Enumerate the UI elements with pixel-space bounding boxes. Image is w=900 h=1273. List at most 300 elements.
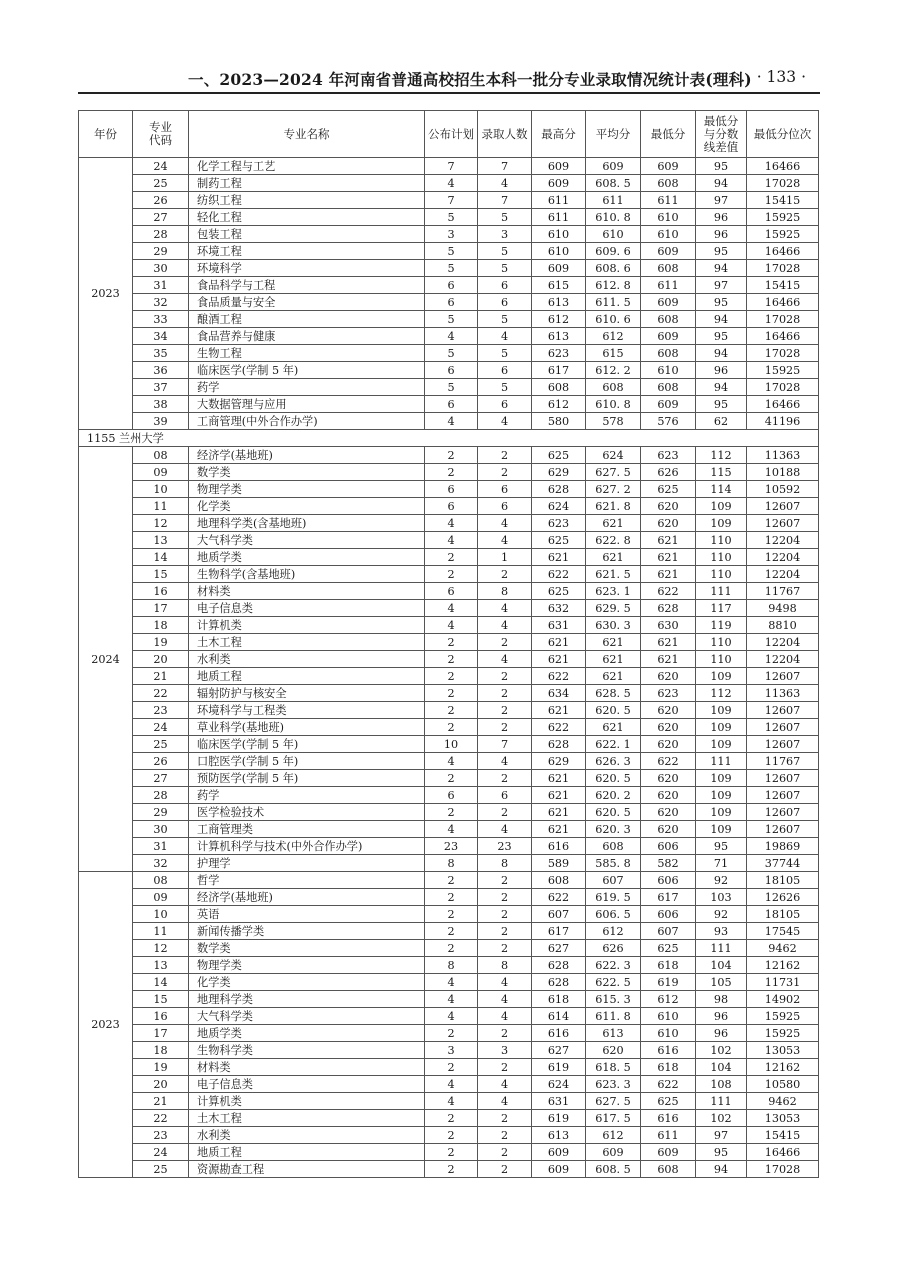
- avg-score-cell: 615: [586, 345, 641, 362]
- table-row: [79, 396, 819, 413]
- min-score-cell: 610: [641, 362, 696, 379]
- table-row: [79, 532, 819, 549]
- max-score-cell: 610: [532, 226, 586, 243]
- admitted-count-cell: 6: [478, 498, 532, 515]
- table-row: [79, 957, 819, 974]
- major-code-cell: 36: [133, 362, 189, 379]
- max-score-cell: 617: [532, 923, 586, 940]
- score-diff-cell: 94: [696, 379, 747, 396]
- admitted-count-cell: 2: [478, 1059, 532, 1076]
- max-score-cell: 624: [532, 1076, 586, 1093]
- major-name-cell: 地理科学类: [189, 991, 425, 1008]
- table-row: [79, 345, 819, 362]
- major-name-cell: 材料类: [189, 1059, 425, 1076]
- admitted-count-cell: 2: [478, 464, 532, 481]
- planned-count-cell: 6: [425, 294, 478, 311]
- major-name-cell: 土木工程: [189, 634, 425, 651]
- major-name-cell: 环境科学: [189, 260, 425, 277]
- major-name-cell: 酿酒工程: [189, 311, 425, 328]
- major-name-cell: 制药工程: [189, 175, 425, 192]
- major-name-cell: 临床医学(学制 5 年): [189, 362, 425, 379]
- table-row: [79, 277, 819, 294]
- major-name-cell: 口腔医学(学制 5 年): [189, 753, 425, 770]
- major-code-cell: 11: [133, 923, 189, 940]
- table-row: [79, 974, 819, 991]
- avg-score-cell: 615. 3: [586, 991, 641, 1008]
- max-score-cell: 621: [532, 634, 586, 651]
- planned-count-cell: 2: [425, 464, 478, 481]
- admitted-count-cell: 2: [478, 1144, 532, 1161]
- planned-count-cell: 23: [425, 838, 478, 855]
- admitted-count-cell: 2: [478, 1127, 532, 1144]
- column-header: 专业代码: [133, 111, 189, 158]
- min-score-cell: 620: [641, 770, 696, 787]
- score-diff-cell: 102: [696, 1042, 747, 1059]
- min-rank-cell: 12607: [747, 787, 819, 804]
- planned-count-cell: 2: [425, 634, 478, 651]
- table-row: [79, 1008, 819, 1025]
- major-code-cell: 25: [133, 1161, 189, 1178]
- major-name-cell: 物理学类: [189, 481, 425, 498]
- planned-count-cell: 8: [425, 855, 478, 872]
- max-score-cell: 629: [532, 464, 586, 481]
- min-rank-cell: 17028: [747, 311, 819, 328]
- max-score-cell: 623: [532, 345, 586, 362]
- planned-count-cell: 3: [425, 226, 478, 243]
- min-rank-cell: 41196: [747, 413, 819, 430]
- major-code-cell: 28: [133, 787, 189, 804]
- min-score-cell: 609: [641, 328, 696, 345]
- score-diff-cell: 98: [696, 991, 747, 1008]
- avg-score-cell: 620. 5: [586, 770, 641, 787]
- major-code-cell: 09: [133, 464, 189, 481]
- avg-score-cell: 622. 5: [586, 974, 641, 991]
- min-score-cell: 618: [641, 1059, 696, 1076]
- avg-score-cell: 626: [586, 940, 641, 957]
- major-code-cell: 29: [133, 243, 189, 260]
- min-score-cell: 608: [641, 345, 696, 362]
- admitted-count-cell: 5: [478, 243, 532, 260]
- avg-score-cell: 620: [586, 1042, 641, 1059]
- major-name-cell: 水利类: [189, 1127, 425, 1144]
- min-score-cell: 610: [641, 1025, 696, 1042]
- avg-score-cell: 629. 5: [586, 600, 641, 617]
- major-code-cell: 24: [133, 1144, 189, 1161]
- max-score-cell: 615: [532, 277, 586, 294]
- max-score-cell: 622: [532, 889, 586, 906]
- min-rank-cell: 12607: [747, 719, 819, 736]
- table-row: [79, 702, 819, 719]
- table-row: [79, 566, 819, 583]
- table-row: [79, 685, 819, 702]
- major-name-cell: 包装工程: [189, 226, 425, 243]
- min-rank-cell: 12607: [747, 515, 819, 532]
- table-row: [79, 294, 819, 311]
- table-row: [79, 328, 819, 345]
- planned-count-cell: 2: [425, 1127, 478, 1144]
- score-diff-cell: 109: [696, 719, 747, 736]
- admitted-count-cell: 6: [478, 481, 532, 498]
- max-score-cell: 611: [532, 192, 586, 209]
- max-score-cell: 621: [532, 787, 586, 804]
- max-score-cell: 628: [532, 481, 586, 498]
- admitted-count-cell: 4: [478, 1093, 532, 1110]
- avg-score-cell: 607: [586, 872, 641, 889]
- major-name-cell: 地质工程: [189, 1144, 425, 1161]
- admitted-count-cell: 2: [478, 770, 532, 787]
- avg-score-cell: 620. 3: [586, 821, 641, 838]
- planned-count-cell: 4: [425, 1076, 478, 1093]
- min-rank-cell: 12607: [747, 736, 819, 753]
- table-header-row: [79, 111, 819, 158]
- max-score-cell: 627: [532, 940, 586, 957]
- score-diff-cell: 104: [696, 1059, 747, 1076]
- min-score-cell: 606: [641, 906, 696, 923]
- min-score-cell: 622: [641, 583, 696, 600]
- major-code-cell: 30: [133, 260, 189, 277]
- major-code-cell: 15: [133, 991, 189, 1008]
- admission-stats-table: [78, 110, 819, 1178]
- major-code-cell: 23: [133, 1127, 189, 1144]
- table-row: [79, 158, 819, 175]
- major-name-cell: 大气科学类: [189, 1008, 425, 1025]
- score-diff-cell: 95: [696, 158, 747, 175]
- avg-score-cell: 621: [586, 634, 641, 651]
- major-code-cell: 16: [133, 1008, 189, 1025]
- min-rank-cell: 13053: [747, 1042, 819, 1059]
- min-rank-cell: 9462: [747, 940, 819, 957]
- score-diff-cell: 109: [696, 498, 747, 515]
- major-name-cell: 数学类: [189, 464, 425, 481]
- major-code-cell: 27: [133, 209, 189, 226]
- major-name-cell: 食品质量与安全: [189, 294, 425, 311]
- planned-count-cell: 6: [425, 498, 478, 515]
- avg-score-cell: 619. 5: [586, 889, 641, 906]
- admitted-count-cell: 4: [478, 651, 532, 668]
- admitted-count-cell: 2: [478, 872, 532, 889]
- min-rank-cell: 16466: [747, 243, 819, 260]
- score-diff-cell: 109: [696, 668, 747, 685]
- min-rank-cell: 12204: [747, 651, 819, 668]
- min-rank-cell: 16466: [747, 294, 819, 311]
- max-score-cell: 631: [532, 617, 586, 634]
- score-diff-cell: 95: [696, 396, 747, 413]
- admitted-count-cell: 2: [478, 685, 532, 702]
- major-code-cell: 21: [133, 668, 189, 685]
- avg-score-cell: 621. 5: [586, 566, 641, 583]
- planned-count-cell: 2: [425, 549, 478, 566]
- avg-score-cell: 627. 2: [586, 481, 641, 498]
- min-rank-cell: 12162: [747, 957, 819, 974]
- max-score-cell: 616: [532, 1025, 586, 1042]
- min-score-cell: 609: [641, 243, 696, 260]
- major-name-cell: 地质学类: [189, 549, 425, 566]
- avg-score-cell: 622. 1: [586, 736, 641, 753]
- admitted-count-cell: 2: [478, 634, 532, 651]
- table-row: [79, 1110, 819, 1127]
- min-rank-cell: 15415: [747, 1127, 819, 1144]
- major-code-cell: 23: [133, 702, 189, 719]
- major-name-cell: 数学类: [189, 940, 425, 957]
- avg-score-cell: 610. 8: [586, 209, 641, 226]
- major-name-cell: 辐射防护与核安全: [189, 685, 425, 702]
- planned-count-cell: 4: [425, 753, 478, 770]
- planned-count-cell: 2: [425, 702, 478, 719]
- planned-count-cell: 4: [425, 821, 478, 838]
- planned-count-cell: 4: [425, 413, 478, 430]
- planned-count-cell: 2: [425, 770, 478, 787]
- avg-score-cell: 628. 5: [586, 685, 641, 702]
- major-name-cell: 计算机科学与技术(中外合作办学): [189, 838, 425, 855]
- major-name-cell: 新闻传播学类: [189, 923, 425, 940]
- major-name-cell: 临床医学(学制 5 年): [189, 736, 425, 753]
- admitted-count-cell: 5: [478, 209, 532, 226]
- major-name-cell: 轻化工程: [189, 209, 425, 226]
- avg-score-cell: 609. 6: [586, 243, 641, 260]
- avg-score-cell: 623. 1: [586, 583, 641, 600]
- major-code-cell: 12: [133, 940, 189, 957]
- min-rank-cell: 17028: [747, 345, 819, 362]
- major-code-cell: 19: [133, 1059, 189, 1076]
- planned-count-cell: 2: [425, 719, 478, 736]
- major-code-cell: 21: [133, 1093, 189, 1110]
- major-code-cell: 10: [133, 481, 189, 498]
- major-code-cell: 14: [133, 974, 189, 991]
- min-score-cell: 621: [641, 549, 696, 566]
- score-diff-cell: 94: [696, 1161, 747, 1178]
- min-score-cell: 618: [641, 957, 696, 974]
- min-score-cell: 620: [641, 515, 696, 532]
- score-diff-cell: 111: [696, 940, 747, 957]
- column-header: 录取人数: [478, 111, 532, 158]
- min-score-cell: 606: [641, 872, 696, 889]
- admitted-count-cell: 4: [478, 532, 532, 549]
- major-code-cell: 29: [133, 804, 189, 821]
- max-score-cell: 619: [532, 1110, 586, 1127]
- min-score-cell: 621: [641, 634, 696, 651]
- table-row: [79, 1059, 819, 1076]
- avg-score-cell: 620. 5: [586, 702, 641, 719]
- admitted-count-cell: 2: [478, 1025, 532, 1042]
- table-row: [79, 770, 819, 787]
- major-name-cell: 化学类: [189, 974, 425, 991]
- admitted-count-cell: 1: [478, 549, 532, 566]
- max-score-cell: 609: [532, 1161, 586, 1178]
- min-score-cell: 625: [641, 940, 696, 957]
- page-header: [78, 64, 820, 92]
- admitted-count-cell: 8: [478, 957, 532, 974]
- column-header: 最高分: [532, 111, 586, 158]
- admitted-count-cell: 4: [478, 328, 532, 345]
- planned-count-cell: 2: [425, 1161, 478, 1178]
- table-row: [79, 1127, 819, 1144]
- avg-score-cell: 612: [586, 923, 641, 940]
- min-score-cell: 623: [641, 685, 696, 702]
- score-diff-cell: 103: [696, 889, 747, 906]
- min-rank-cell: 12162: [747, 1059, 819, 1076]
- score-diff-cell: 117: [696, 600, 747, 617]
- admitted-count-cell: 6: [478, 362, 532, 379]
- min-rank-cell: 18105: [747, 906, 819, 923]
- max-score-cell: 613: [532, 1127, 586, 1144]
- planned-count-cell: 5: [425, 379, 478, 396]
- header-rule: [78, 92, 820, 94]
- min-score-cell: 607: [641, 923, 696, 940]
- table-row: [79, 872, 819, 889]
- min-score-cell: 608: [641, 311, 696, 328]
- planned-count-cell: 5: [425, 243, 478, 260]
- min-rank-cell: 19869: [747, 838, 819, 855]
- admitted-count-cell: 6: [478, 787, 532, 804]
- table-row: [79, 600, 819, 617]
- planned-count-cell: 2: [425, 906, 478, 923]
- avg-score-cell: 612: [586, 1127, 641, 1144]
- table-row: [79, 1144, 819, 1161]
- admitted-count-cell: 2: [478, 447, 532, 464]
- major-code-cell: 16: [133, 583, 189, 600]
- admitted-count-cell: 4: [478, 175, 532, 192]
- score-diff-cell: 110: [696, 549, 747, 566]
- min-score-cell: 620: [641, 498, 696, 515]
- table-row: [79, 821, 819, 838]
- avg-score-cell: 608: [586, 838, 641, 855]
- score-diff-cell: 94: [696, 345, 747, 362]
- score-diff-cell: 95: [696, 328, 747, 345]
- min-rank-cell: 37744: [747, 855, 819, 872]
- admitted-count-cell: 2: [478, 804, 532, 821]
- major-name-cell: 工商管理类: [189, 821, 425, 838]
- min-rank-cell: 11363: [747, 685, 819, 702]
- table-row: [79, 379, 819, 396]
- planned-count-cell: 5: [425, 209, 478, 226]
- major-name-cell: 地质学类: [189, 1025, 425, 1042]
- min-score-cell: 611: [641, 192, 696, 209]
- major-code-cell: 10: [133, 906, 189, 923]
- major-name-cell: 经济学(基地班): [189, 447, 425, 464]
- min-score-cell: 616: [641, 1042, 696, 1059]
- min-rank-cell: 15925: [747, 1025, 819, 1042]
- min-score-cell: 626: [641, 464, 696, 481]
- avg-score-cell: 621: [586, 651, 641, 668]
- min-score-cell: 625: [641, 481, 696, 498]
- major-name-cell: 环境科学与工程类: [189, 702, 425, 719]
- planned-count-cell: 7: [425, 192, 478, 209]
- admitted-count-cell: 4: [478, 515, 532, 532]
- admitted-count-cell: 6: [478, 396, 532, 413]
- admitted-count-cell: 4: [478, 1008, 532, 1025]
- avg-score-cell: 611. 5: [586, 294, 641, 311]
- major-code-cell: 31: [133, 838, 189, 855]
- score-diff-cell: 108: [696, 1076, 747, 1093]
- planned-count-cell: 4: [425, 974, 478, 991]
- avg-score-cell: 613: [586, 1025, 641, 1042]
- min-rank-cell: 9498: [747, 600, 819, 617]
- max-score-cell: 628: [532, 957, 586, 974]
- min-score-cell: 610: [641, 226, 696, 243]
- admitted-count-cell: 4: [478, 1076, 532, 1093]
- admitted-count-cell: 6: [478, 294, 532, 311]
- max-score-cell: 621: [532, 770, 586, 787]
- avg-score-cell: 610: [586, 226, 641, 243]
- avg-score-cell: 621: [586, 549, 641, 566]
- score-diff-cell: 93: [696, 923, 747, 940]
- min-score-cell: 620: [641, 736, 696, 753]
- avg-score-cell: 626. 3: [586, 753, 641, 770]
- table-row: [79, 209, 819, 226]
- max-score-cell: 607: [532, 906, 586, 923]
- max-score-cell: 619: [532, 1059, 586, 1076]
- major-name-cell: 哲学: [189, 872, 425, 889]
- table-row: [79, 634, 819, 651]
- planned-count-cell: 2: [425, 889, 478, 906]
- max-score-cell: 622: [532, 566, 586, 583]
- admitted-count-cell: 7: [478, 158, 532, 175]
- admitted-count-cell: 2: [478, 1110, 532, 1127]
- planned-count-cell: 8: [425, 957, 478, 974]
- max-score-cell: 618: [532, 991, 586, 1008]
- min-rank-cell: 16466: [747, 328, 819, 345]
- max-score-cell: 621: [532, 651, 586, 668]
- score-diff-cell: 112: [696, 447, 747, 464]
- column-header: 公布计划: [425, 111, 478, 158]
- max-score-cell: 612: [532, 311, 586, 328]
- major-code-cell: 11: [133, 498, 189, 515]
- table-row: [79, 549, 819, 566]
- min-score-cell: 608: [641, 379, 696, 396]
- column-header: 最低分: [641, 111, 696, 158]
- major-name-cell: 生物科学(含基地班): [189, 566, 425, 583]
- min-rank-cell: 13053: [747, 1110, 819, 1127]
- planned-count-cell: 6: [425, 481, 478, 498]
- min-rank-cell: 8810: [747, 617, 819, 634]
- min-score-cell: 621: [641, 532, 696, 549]
- table-row: [79, 1042, 819, 1059]
- max-score-cell: 613: [532, 294, 586, 311]
- max-score-cell: 617: [532, 362, 586, 379]
- max-score-cell: 621: [532, 549, 586, 566]
- score-diff-cell: 96: [696, 1008, 747, 1025]
- column-header: 平均分: [586, 111, 641, 158]
- admitted-count-cell: 2: [478, 719, 532, 736]
- major-name-cell: 纺织工程: [189, 192, 425, 209]
- admitted-count-cell: 4: [478, 821, 532, 838]
- major-code-cell: 33: [133, 311, 189, 328]
- major-name-cell: 大数据管理与应用: [189, 396, 425, 413]
- page-title: 一、2023—2024 年河南省普通高校招生本科一批分专业录取情况统计表(理科): [188, 70, 752, 89]
- major-code-cell: 26: [133, 753, 189, 770]
- min-score-cell: 582: [641, 855, 696, 872]
- min-score-cell: 620: [641, 719, 696, 736]
- min-score-cell: 611: [641, 277, 696, 294]
- min-score-cell: 608: [641, 260, 696, 277]
- score-diff-cell: 111: [696, 753, 747, 770]
- avg-score-cell: 611. 8: [586, 1008, 641, 1025]
- min-rank-cell: 15925: [747, 209, 819, 226]
- score-diff-cell: 71: [696, 855, 747, 872]
- avg-score-cell: 621: [586, 668, 641, 685]
- major-name-cell: 预防医学(学制 5 年): [189, 770, 425, 787]
- planned-count-cell: 5: [425, 345, 478, 362]
- admitted-count-cell: 2: [478, 940, 532, 957]
- major-code-cell: 13: [133, 532, 189, 549]
- major-name-cell: 药学: [189, 379, 425, 396]
- score-diff-cell: 62: [696, 413, 747, 430]
- min-rank-cell: 11731: [747, 974, 819, 991]
- avg-score-cell: 578: [586, 413, 641, 430]
- table-row: [79, 719, 819, 736]
- major-code-cell: 35: [133, 345, 189, 362]
- min-rank-cell: 15925: [747, 362, 819, 379]
